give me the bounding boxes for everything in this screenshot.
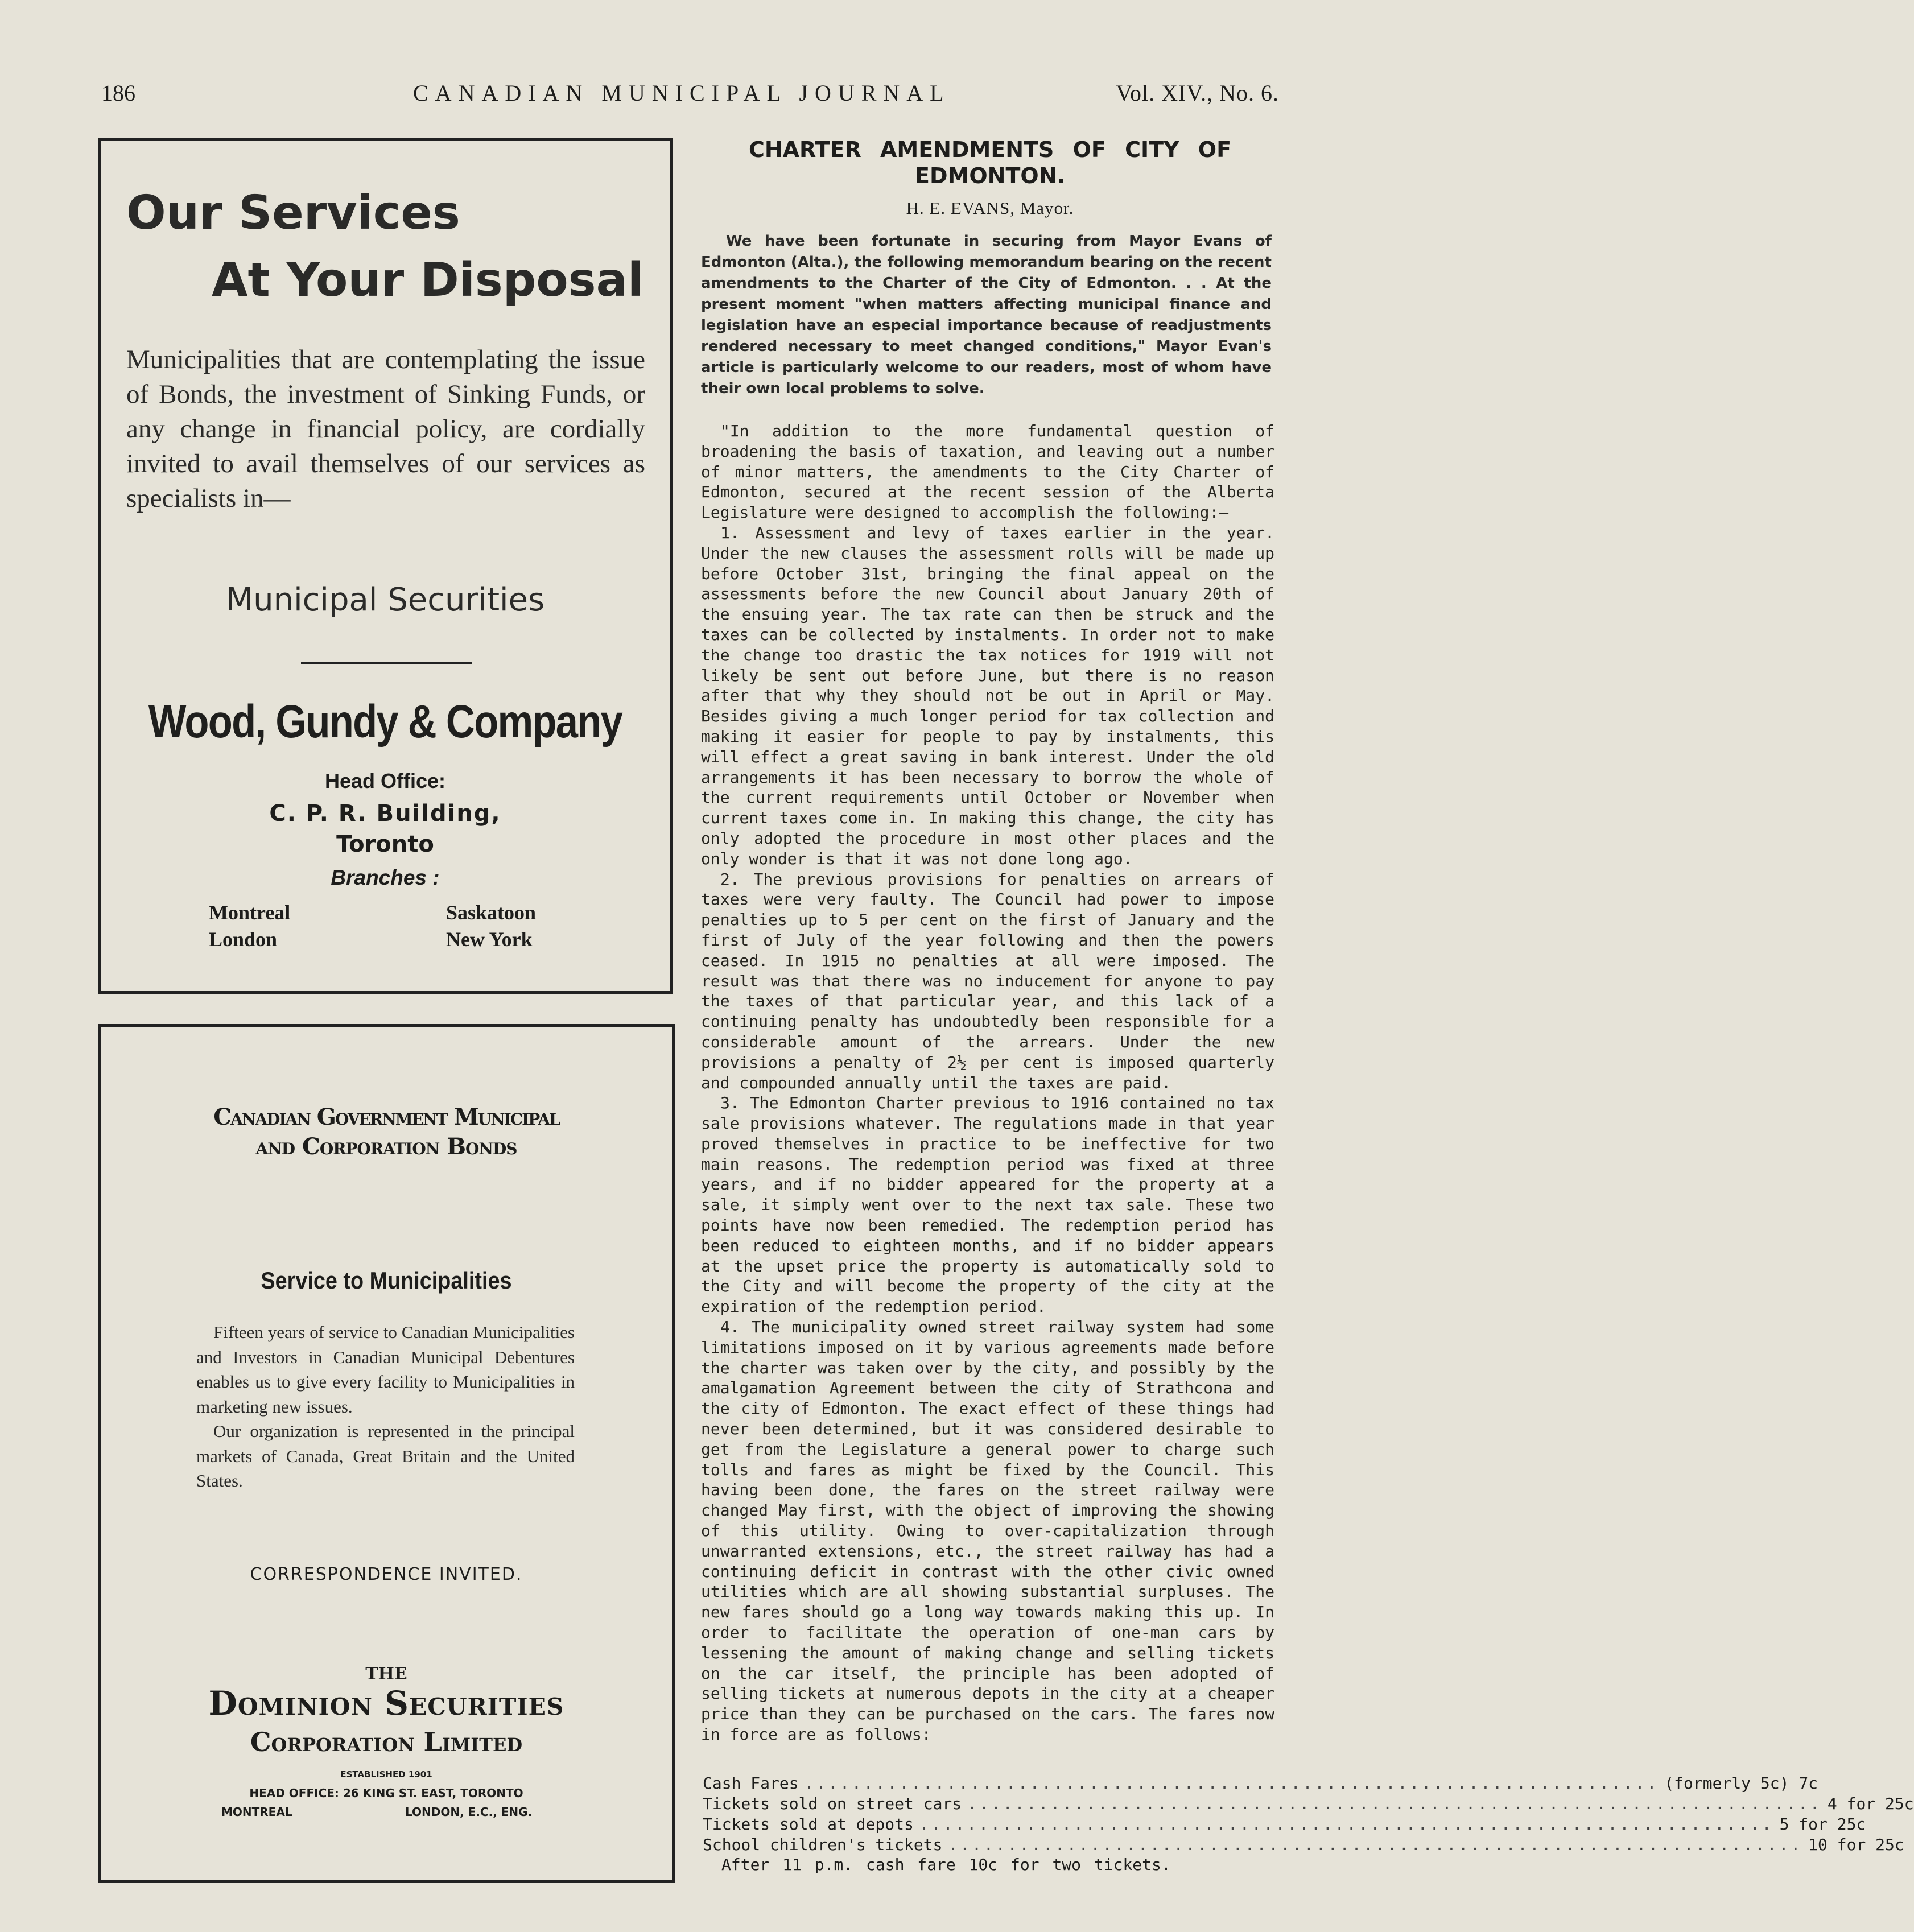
established-year: ESTABLISHED 1901: [340, 1769, 432, 1780]
leader-dots: ........................................................................: [967, 1794, 1822, 1813]
branch-new-york: New York: [446, 928, 533, 951]
ad-body-text: Municipalities that are contemplating the issue of Bonds, the investment of Sinking Funds, or any change in financial policy, are cordially invited to avail themselves of our services as specialists in—: [126, 345, 645, 513]
bonds-title-line-1: Canadian Government Municipal: [213, 1104, 559, 1130]
leader-dots: ........................................................................: [919, 1815, 1774, 1834]
fare-value: 5 for 25c: [1779, 1815, 1866, 1834]
article-paragraph: 3. The Edmonton Charter previous to 1916 contained no tax sale provisions whatever. The regulations made in that year proved themselves in practice to be ineffective for two main reasons. The redemption period was fixed at three years, and if no bidder appeared for the property at a sale, it simply went over to the next tax sale. These two points have now been remedied. The redemption period has been reduced to eighteen months, and if no bidder appears at the upset price the property is automatically sold to the City and will become the property of the city at the expiration of the redemption period.: [701, 1093, 1274, 1316]
volume-issue: Vol. XIV., No. 6.: [1116, 80, 1279, 106]
head-office-label: Head Office:: [324, 769, 446, 792]
branches-label: Branches :: [331, 866, 440, 889]
article-closing-line: After 11 p.m. cash fare 10c for two tickets.: [721, 1855, 1171, 1874]
article-title-line-1: CHARTER AMENDMENTS OF CITY OF: [748, 137, 1232, 162]
ad-headline-1: Our Services: [126, 186, 460, 240]
fare-row: [703, 1773, 1818, 1794]
branch-montreal: Montreal: [209, 901, 291, 924]
branch-london: London: [209, 928, 278, 951]
article-paragraph: "In addition to the more fundamental question of broadening the basis of taxation, and leaving out a number of minor matters, the amendments to the City Charter of Edmonton, secured at the recent session of the Alberta Legislature were designed to accomplish the following:—: [701, 422, 1274, 522]
firm-name: Wood, Gundy & Company: [148, 696, 622, 748]
ad-body: [196, 1320, 575, 1493]
company-head-office: HEAD OFFICE: 26 KING ST. EAST, TORONTO: [249, 1786, 523, 1800]
article-title: [697, 137, 1283, 189]
location-london: LONDON, E.C., ENG.: [405, 1805, 533, 1819]
leader-dots: ........................................................................: [948, 1835, 1803, 1854]
fare-row: [703, 1835, 1904, 1855]
service-heading: Service to Municipalities: [261, 1267, 512, 1294]
article-title-line-2: EDMONTON.: [915, 163, 1065, 188]
location-montreal: MONTREAL: [221, 1805, 292, 1819]
article-paragraph: 1. Assessment and levy of taxes earlier in the year. Under the new clauses the assessment rolls will be made up before October 31st, bringing the final appeal on the assessments before the new Council about January 20th of the ensuing year. The tax rate can then be struck and the taxes can be collected by instalments. In order not to make the change too drastic the tax notices for 1919 will not likely be sent out before June, but there is no reason after that why they should not be out in April or May. Besides giving a much longer period for tax collection and making it easier for people to pay by instalments, this will effect a great saving in bank interest. Under the old arrangements it has been necessary to borrow the whole of the current requirements until October or November when current taxes come in. In making this change, the city has only adopted the procedure in most other places and the only wonder is that it was not done long ago.: [701, 523, 1274, 868]
branch-saskatoon: Saskatoon: [446, 901, 537, 924]
office-address-line-1: C. P. R. Building,: [269, 800, 501, 827]
fare-value: 4 for 25c: [1827, 1794, 1914, 1813]
correspondence-invited: CORRESPONDENCE INVITED.: [250, 1564, 523, 1584]
fare-label: Tickets sold at depots: [703, 1815, 914, 1834]
fare-value: (formerly 5c) 7c: [1664, 1774, 1818, 1793]
page-number: 186: [101, 80, 135, 106]
article-author: H. E. EVANS, Mayor.: [906, 198, 1074, 218]
ad-headline-2: At Your Disposal: [212, 253, 644, 307]
fare-row: [703, 1794, 1914, 1814]
fare-value: 10 for 25c: [1808, 1835, 1904, 1854]
office-address-line-2: Toronto: [336, 831, 434, 857]
ad-paragraph: Fifteen years of service to Canadian Municipalities and Investors in Canadian Municipal Debentures enables us to give every facility to Municipalities in marketing new issues.: [196, 1322, 575, 1417]
ad-paragraph: Our organization is represented in the principal markets of Canada, Great Britain and the United States.: [196, 1421, 575, 1491]
article-body: [701, 421, 1274, 1745]
company-name-line-1: Dominion Securities: [208, 1684, 564, 1723]
company-article: THE: [365, 1664, 407, 1684]
article-paragraph: 2. The previous provisions for penalties on arrears of taxes were very faulty. The Council had power to impose penalties up to 5 per cent on the first of January and the first of July of the year following and then the powers ceased. In 1915 no penalties at all were imposed. The result was that there was no inducement for anyone to pay the taxes of that particular year, and this lack of a continuing penalty has undoubtedly been responsible for a considerable amount of the arrears. Under the new provisions a penalty of 2½ per cent is imposed quarterly and compounded annually until the taxes are paid.: [701, 869, 1274, 1092]
fare-label: Tickets sold on street cars: [703, 1794, 962, 1813]
fares-table: [703, 1773, 1914, 1855]
article-intro: We have been fortunate in securing from Mayor Evans of Edmonton (Alta.), the following memorandum bearing on the recent amendments to the Charter of the City of Edmonton. . . At the present moment "when matters affecting municipal finance and legislation have an especial importance because of readjustments rendered necessary to meet changed conditions," Mayor Evan's article is particularly welcome to our readers, most of whom have their own local problems to solve.: [701, 233, 1272, 397]
journal-title: CANADIAN MUNICIPAL JOURNAL: [413, 80, 951, 106]
fare-row: [703, 1814, 1866, 1835]
wood-gundy-advertisement: [98, 138, 673, 994]
dominion-securities-advertisement: [98, 1024, 675, 1883]
leader-dots: ........................................................................: [804, 1774, 1659, 1793]
article-paragraph: 4. The municipality owned street railway system had some limitations imposed on it by various agreements made before the charter was taken over by the city, and possibly by the amalgamation Agreement between the city of Strathcona and the city of Edmonton. The exact effect of these things had never been determined, but it was considered desirable to get from the Legislature a general power to charge such tolls and fares as might be fixed by the Council. This having been done, the fares on the street railway were changed May first, with the object of improving the showing of this utility. Owing to over-capitalization through unwarranted extensions, etc., the street railway has had a continuing deficit in contrast with the other civic owned utilities which are all showing substantial surpluses. The new fares should go a long way towards making this up. In order to facilitate the operation of one-man cars by lessening the amount of making change and selling tickets on the car itself, the principle has been adopted of selling tickets at numerous depots in the city at a cheaper price than they can be purchased on the cars. The fares now in force are as follows:: [701, 1318, 1274, 1744]
ad-divider: [301, 662, 472, 664]
fare-label: Cash Fares: [703, 1774, 799, 1793]
fare-label: School children's tickets: [703, 1835, 943, 1854]
bonds-title-line-2: and Corporation Bonds: [255, 1133, 517, 1160]
ad-specialty: Municipal Securities: [225, 581, 545, 618]
running-head: [101, 80, 1279, 114]
company-name-line-2: Corporation Limited: [250, 1727, 523, 1757]
